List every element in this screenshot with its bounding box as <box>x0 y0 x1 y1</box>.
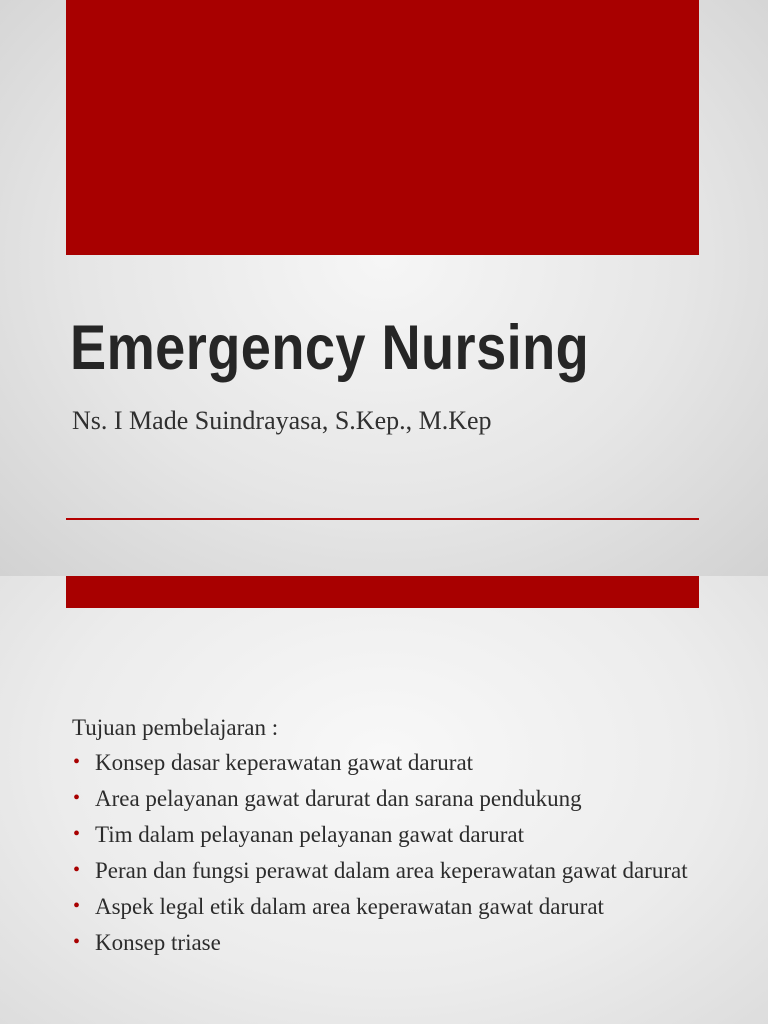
list-item <box>72 747 698 778</box>
list-item <box>72 927 698 958</box>
objectives-heading: Tujuan pembelajaran : <box>72 715 279 740</box>
objectives-content <box>72 712 698 963</box>
list-item <box>72 891 698 922</box>
objectives-slide <box>0 576 768 1024</box>
bullet-icon: • <box>73 859 81 881</box>
list-item <box>72 783 698 814</box>
list-item-text: Area pelayanan gawat darurat dan sarana pendukung <box>95 786 582 811</box>
list-item <box>72 855 698 886</box>
bullet-icon: • <box>73 895 81 917</box>
header-red-banner <box>66 576 699 608</box>
list-item-text: Peran dan fungsi perawat dalam area keperawatan gawat darurat <box>95 858 688 883</box>
list-item-text: Konsep dasar keperawatan gawat darurat <box>95 750 474 775</box>
list-item-text: Tim dalam pelayanan pelayanan gawat darurat <box>95 822 524 847</box>
list-item-text: Konsep triase <box>95 930 221 955</box>
slide-subtitle-author: Ns. I Made Suindrayasa, S.Kep., M.Kep <box>72 406 492 435</box>
header-red-banner <box>66 0 699 255</box>
red-divider-line <box>66 518 699 520</box>
list-item-text: Aspek legal etik dalam area keperawatan gawat darurat <box>95 894 604 919</box>
slide-title: Emergency Nursing <box>70 313 590 383</box>
bullet-icon: • <box>73 823 81 845</box>
bullet-icon: • <box>73 751 81 773</box>
list-item <box>72 819 698 850</box>
objectives-list <box>72 747 698 958</box>
bullet-icon: • <box>73 931 81 953</box>
bullet-icon: • <box>73 787 81 809</box>
